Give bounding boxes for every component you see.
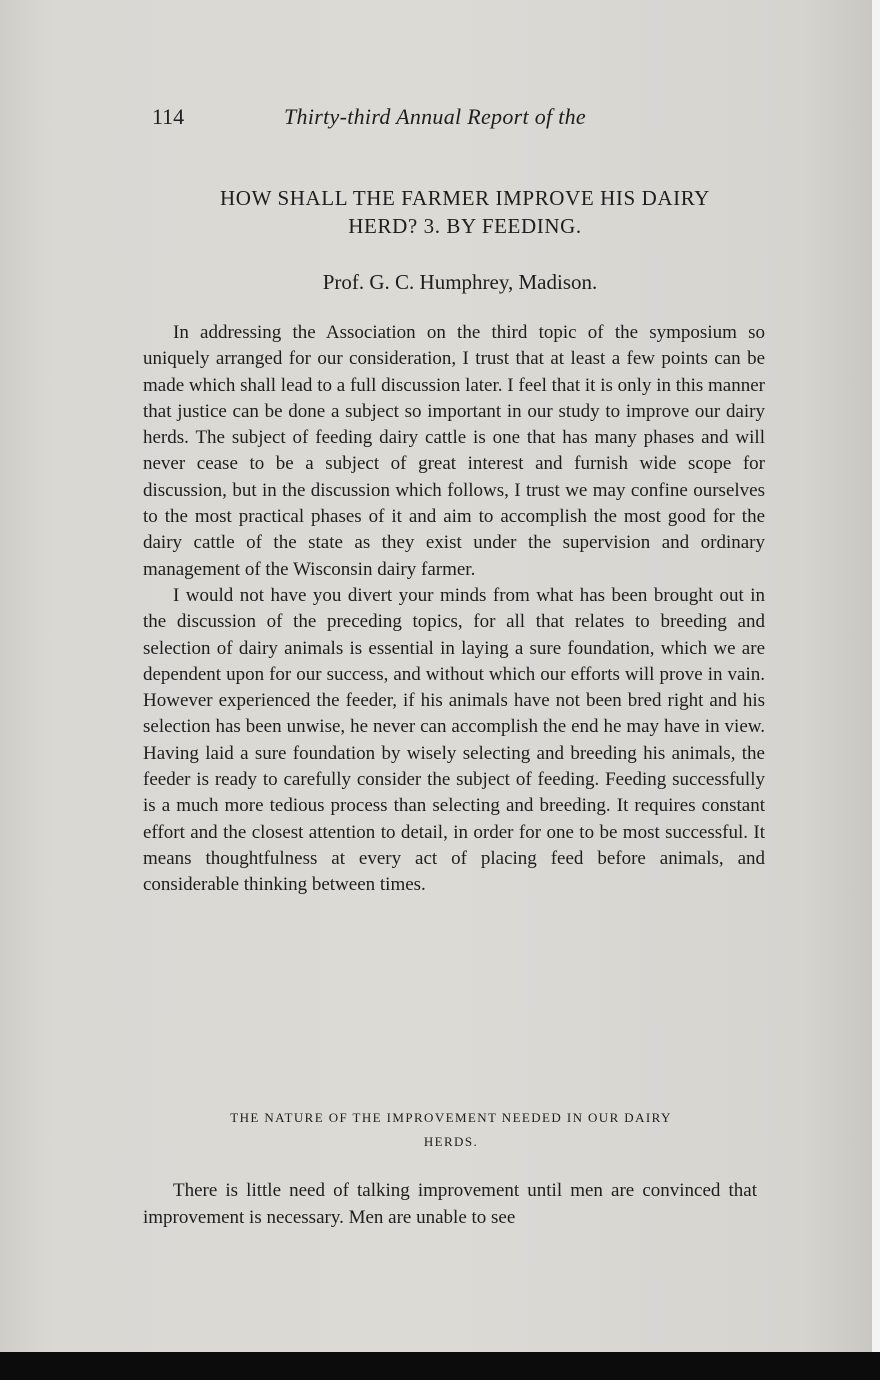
article-body [143,320,765,899]
article-title-line-2: HERD? 3. BY FEEDING. [348,214,582,238]
paragraph-1: In addressing the Association on the third topic of the symposium so uniquely arranged for our consideration, I trust that at least a few points can be made which shall lead to a full discussion later. I feel that it is only in this manner that justice can be done a subject so important in our study to improve our dairy herds. The subject of feeding dairy cattle is one that has many phases and will never cease to be a subject of great interest and furnish wide scope for discussion, but in the discussion which follows, I trust we may confine ourselves to the most practical phases of it and aim to accomplish the most good for the dairy cattle of the state as they exist under the supervision and ordinary management of the Wisconsin dairy farmer. [143,322,765,580]
page-number: 114 [152,104,185,129]
running-head [152,104,652,134]
page-edge-right [872,0,880,1352]
author-byline: Prof. G. C. Humphrey, Madison. [322,270,598,294]
article-title-line-1: HOW SHALL THE FARMER IMPROVE HIS DAIRY [220,186,710,210]
section-heading-line-1: THE NATURE OF THE IMPROVEMENT NEEDED IN OUR DAIRY [230,1110,672,1125]
section-heading [140,1106,762,1154]
article-title [140,184,790,240]
scan-bottom-border [0,1352,880,1380]
section-heading-line-2: HERDS. [423,1134,479,1149]
section-paragraph-1: There is little need of talking improvement until men are convinced that improvement is necessary. Men are unable to see [143,1180,757,1228]
running-title: Thirty-third Annual Report of the [284,104,587,129]
section-body [143,1178,757,1231]
paragraph-2: I would not have you divert your minds from what has been brought out in the discussion of the preceding topics, for all that relates to breeding and selection of dairy animals is essential in laying a sure foundation, which we are dependent upon for our success, and without which our efforts will prove in vain. However experienced the feeder, if his animals have not been bred right and his selection has been unwise, he never can accomplish the end he may have in view. Having laid a sure foundation by wisely selecting and breeding his animals, the feeder is ready to carefully consider the subject of feeding. Feeding successfully is a much more tedious process than selecting and breeding. It requires constant effort and the closest attention to detail, in order for one to be most successful. It means thoughtfulness at every act of placing feed before animals, and considerable thinking between times. [143,584,765,896]
